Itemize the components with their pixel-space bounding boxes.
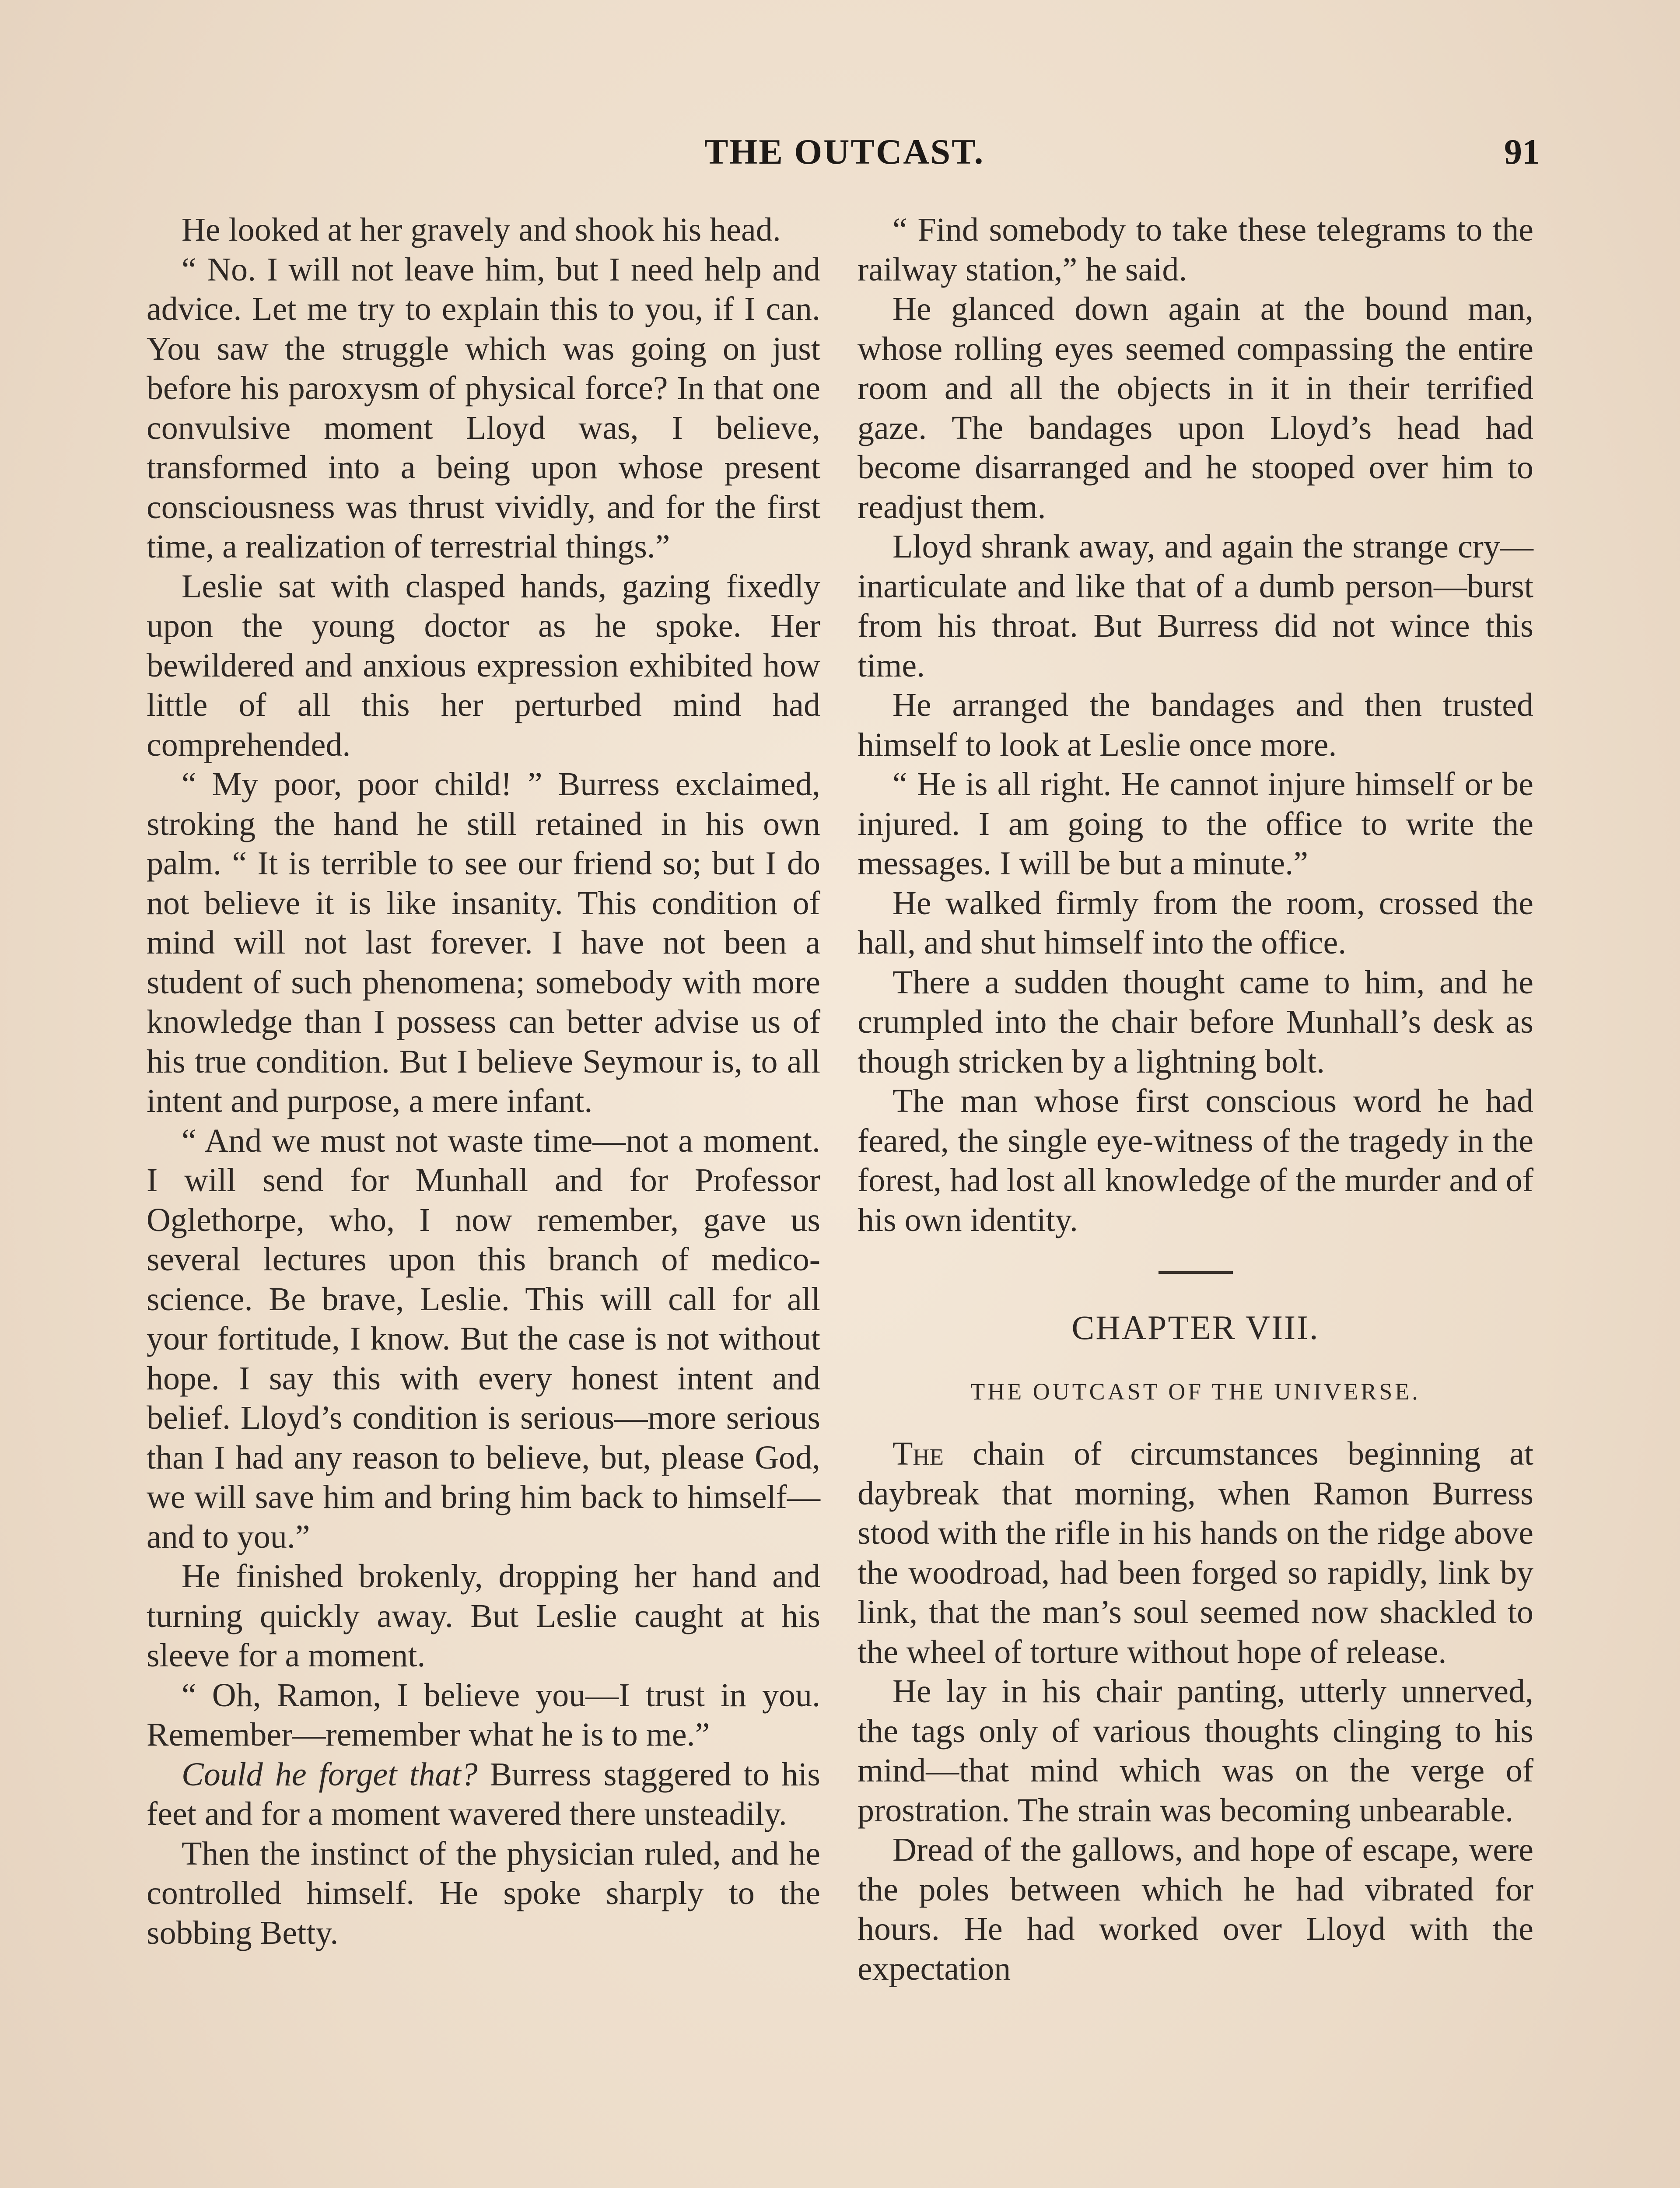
paragraph: “ He is all right. He cannot injure himself or be injured. I am going to the office to write the messages. I will be but a minute.”	[858, 766, 1533, 882]
paragraph: He walked firmly from the room, crossed the hall, and shut himself into the office.	[858, 884, 1533, 961]
paragraph: “ Oh, Ramon, I believe you—I trust in you. Remember—remember what he is to me.”	[147, 1676, 820, 1753]
paragraph: Dread of the gallows, and hope of escape, were the poles between which he had vibrated for hours. He had worked over Lloyd with the expectation	[858, 1831, 1533, 1987]
chapter-first-word: The	[892, 1435, 944, 1472]
paragraph: He finished brokenly, dropping her hand and turning quickly away. But Leslie caught at his sleeve for a moment.	[147, 1558, 820, 1674]
paragraph: Then the instinct of the physician ruled, and he controlled himself. He spoke sharply to the sobbing Betty.	[147, 1835, 820, 1951]
paragraph: He arranged the bandages and then trusted himself to look at Leslie once more.	[858, 687, 1533, 763]
paragraph-rest: chain of circumstances beginning at daybreak that morning, when Ramon Burress stood with the rifle in his hands on the ridge above the woodroad, had been forged so rapidly, link by link, that the man’s soul seemed now shackled to the wheel of torture without hope of release.	[858, 1435, 1533, 1670]
chapter-title: CHAPTER VIII.	[1071, 1308, 1320, 1346]
paragraph	[858, 1434, 1533, 1672]
paragraph-rest: Burress staggered to his feet and for a moment wavered there unsteadily.	[147, 1756, 820, 1832]
right-column	[858, 210, 1533, 1988]
page-number: 91	[1504, 132, 1540, 172]
chapter-divider-rule	[1158, 1271, 1233, 1274]
paragraph: “ No. I will not leave him, but I need help and advice. Let me try to explain this to you, if I can. You saw the struggle which was going on just before his paroxysm of physical force? In that one convulsive moment Lloyd was, I believe, transformed into a being upon whose present consciousness was thrust vividly, and for the first time, a realization of terrestrial things.”	[147, 251, 820, 565]
paragraph: Lloyd shrank away, and again the strange cry—inarticulate and like that of a dumb person—burst from his throat. But Burress did not wince this time.	[858, 528, 1533, 684]
paragraph: He looked at her gravely and shook his head.	[182, 211, 781, 248]
paragraph: “ My poor, poor child! ” Burress exclaimed, stroking the hand he still retained in his own palm. “ It is terrible to see our friend so; but I do not believe it is like insanity. This condition of mind will not last forever. I have not been a student of such phenomena; somebody with more knowledge than I possess can better advise us of his true condition. But I believe Seymour is, to all intent and purpose, a mere infant.	[147, 766, 820, 1119]
paragraph: Leslie sat with clasped hands, gazing fixedly upon the young doctor as he spoke. Her bewildered and anxious expression exhibited how little of all this her perturbed mind had comprehended.	[147, 568, 820, 763]
running-title: THE OUTCAST.	[704, 132, 985, 172]
chapter-subtitle: THE OUTCAST OF THE UNIVERSE.	[970, 1378, 1421, 1405]
paragraph: “ And we must not waste time—not a moment. I will send for Munhall and for Professor Oglethorpe, who, I now remember, gave us several lectures upon this branch of medico-science. Be brave, Leslie. This will call for all your fortitude, I know. But the case is not without hope. I say this with every honest intent and belief. Lloyd’s condition is serious—more serious than I had any reason to believe, but, please God, we will save him and bring him back to himself—and to you.”	[147, 1122, 820, 1555]
paragraph: He lay in his chair panting, utterly unnerved, the tags only of various thoughts clinging to his mind—that mind which was on the verge of prostration. The strain was becoming unbearable.	[858, 1673, 1533, 1829]
paragraph: The man whose first conscious word he had feared, the single eye-witness of the tragedy in the forest, had lost all knowledge of the murder and of his own identity.	[858, 1083, 1533, 1238]
italic-phrase: Could he forget that?	[182, 1756, 478, 1793]
left-column	[147, 210, 820, 1953]
paragraph: He glanced down again at the bound man, whose rolling eyes seemed compassing the entire room and all the objects in it in their terrified gaze. The bandages upon Lloyd’s head had become disarranged and he stooped over him to readjust them.	[858, 291, 1533, 526]
paragraph: “ Find somebody to take these telegrams to the railway station,” he said.	[858, 211, 1533, 288]
paragraph	[147, 1755, 820, 1834]
paragraph: There a sudden thought came to him, and he crumpled into the chair before Munhall’s desk as though stricken by a lightning bolt.	[858, 964, 1533, 1080]
page-header	[149, 131, 1540, 184]
